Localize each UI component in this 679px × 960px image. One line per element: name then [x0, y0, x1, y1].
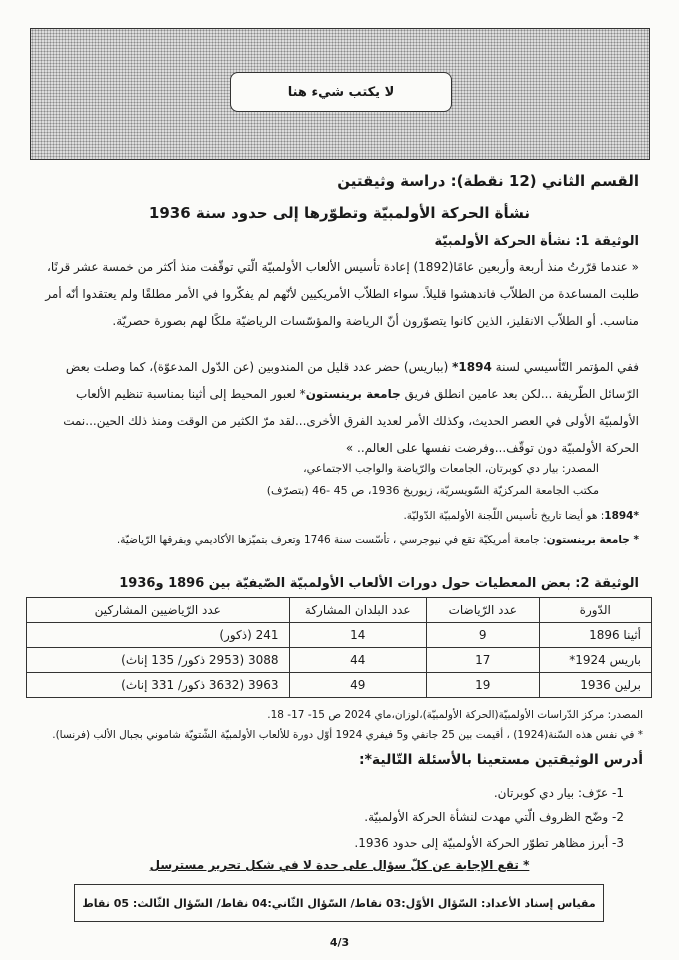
- cell-athletes: 3963 (3632 ذكور/ 331 إناث): [27, 673, 290, 698]
- grading-scale-box: مقياس إسناد الأعداد: السّؤال الأوّل:03 نقاط/ السّؤال الثّاني:04 نقاط/ السّؤال الثّالث: 05 نقاط: [74, 884, 604, 922]
- table-row: [27, 673, 652, 698]
- question-1: 1- عرّف: بيار دي كوبرتان.: [493, 786, 624, 800]
- header-athletes: عدد الرّياضيين المشاركين: [27, 598, 290, 623]
- cell-athletes: 241 (ذكور): [27, 623, 290, 648]
- cell-sports: 19: [427, 673, 540, 698]
- footnote-1-text: : هو أيضا تاريخ تأسيس اللّجنة الأولمبيّة الدّوليّة.: [403, 510, 605, 522]
- para2-part-b: (بباريس) حضر عدد قليل من المندوبين (عن الدّول المدعوّة)، كما وصلت بعض الرّسائل الطّريفة ...لكن بعد عامين انطلق فريق: [65, 360, 639, 401]
- doc1-source: [267, 458, 599, 502]
- doc2-title: الوثيقة 2: بعض المعطيات حول دورات الألعاب الأولمبيّة الصّيفيّة بين 1896 و1936: [119, 576, 639, 591]
- cell-athletes: 3088 (2953 ذكور/ 135 إناث): [27, 648, 290, 673]
- table-row: [27, 623, 652, 648]
- cell-countries: 49: [289, 673, 427, 698]
- cell-session: أثينا 1896: [539, 623, 652, 648]
- cell-session: برلين 1936: [539, 673, 652, 698]
- header-sports: عدد الرّياضات: [427, 598, 540, 623]
- cell-sports: 17: [427, 648, 540, 673]
- cell-countries: 14: [289, 623, 427, 648]
- table-header-row: [27, 598, 652, 623]
- header-session: الدّورة: [539, 598, 652, 623]
- doc1-footnote-1: [403, 510, 639, 522]
- para2-part-c: * لعبور المحيط إلى أثينا بمناسبة تنظيم الألعاب الأولمبيّة الأولى في العصر الحديث، وكذلك الأمر لعديد الفرق الأخرى...لقد مرّ الكثير من الوقت ومنذ ذلك الحين...نمت الحركة الأولمبيّة دون توقّف...وفرضت نفسها على العالم.. »: [63, 387, 639, 455]
- footnote-1-label: *1894: [604, 510, 639, 522]
- header-countries: عدد البلدان المشاركة: [289, 598, 427, 623]
- do-not-write-label: لا يكتب شيء هنا: [230, 72, 452, 112]
- doc2-footnote: * في نفس هذه السّنة(1924) ، أقيمت بين 25 جانفي و5 فيفري 1924 أوّل دورة للألعاب الأولمبيّة الشّتويّة شاموني بجبال الألب (فرنسا).: [52, 729, 643, 741]
- doc1-footnote-2: [117, 534, 639, 546]
- doc1-source-line-1: المصدر: بيار دي كوبرتان، الجامعات والرّياضة والواجب الاجتماعي،: [303, 462, 599, 475]
- question-3: 3- أبرز مظاهر تطوّر الحركة الأولمبيّة إلى حدود 1936.: [354, 836, 624, 850]
- olympics-stats-table: [26, 597, 652, 698]
- questions-title: أدرس الوثيقتين مستعينا بالأسئلة التّالية*:: [358, 752, 643, 768]
- doc1-paragraph-2: [38, 354, 639, 462]
- para2-university: جامعة برينستون: [305, 387, 401, 401]
- doc2-source: المصدر: مركز الدّراسات الأولمبيّة(الحركة الأولمبيّة)،لوزان،ماي 2024 ص 15- 17- 18.: [267, 709, 643, 721]
- table-row: [27, 648, 652, 673]
- section-header: القسم الثاني (12 نقطة): دراسة وثيقتين: [337, 172, 639, 190]
- question-2: 2- وضّح الظروف الّتي مهدت لنشأة الحركة الأولمبيّة.: [364, 810, 624, 824]
- cell-session: باريس 1924*: [539, 648, 652, 673]
- footnote-2-label: * جامعة برينستون: [546, 534, 639, 546]
- para2-part-a: ففي المؤتمر التّأسيسي لسنة: [491, 360, 639, 374]
- doc1-paragraph-1: « عندما قرّرتُ منذ أربعة وأربعين عامًا(1892) إعادة تأسيس الألعاب الأولمبيّة الّتي توقّفت منذ أكثر من خمسة عشر قرنًا، طلبت المساعدة من الطلاّب فاندهشوا قليلاً. سواء الطلاّب الأمريكيين لأنّهم لم يفكّروا في الأمر مطلقًا ولم يعتقدوا أنّه أمر مناسب. أو الطلاّب الانقليز، الذين كانوا يتصوّرون أنّ الرياضة والمؤسّسات الرياضيّة ملكًا لهم بصورة حصريّة.: [45, 260, 639, 328]
- footnote-2-text: : جامعة أمريكيّة تقع في نيوجرسي ، تأسّست سنة 1746 وتعرف بتميّزها الأكاديمي وبفرقها الرّياضيّة.: [116, 534, 547, 546]
- doc1-title: الوثيقة 1: نشأة الحركة الأولمبيّة: [434, 234, 639, 249]
- cell-sports: 9: [427, 623, 540, 648]
- cell-countries: 44: [289, 648, 427, 673]
- doc1-source-line-2: مكتب الجامعة المركزيّة السّويسريّة، زيوريخ 1936، ص 45 -46 (بتصرّف): [266, 484, 599, 497]
- answer-instruction: * تقع الإجابة عن كلّ سؤال على حدة لا في شكل تحرير مسترسل: [149, 858, 530, 872]
- section-title: نشأة الحركة الأولمبيّة وتطوّرها إلى حدود سنة 1936: [148, 204, 531, 222]
- para2-year: 1894*: [452, 360, 492, 374]
- page-number: 4/3: [329, 936, 350, 949]
